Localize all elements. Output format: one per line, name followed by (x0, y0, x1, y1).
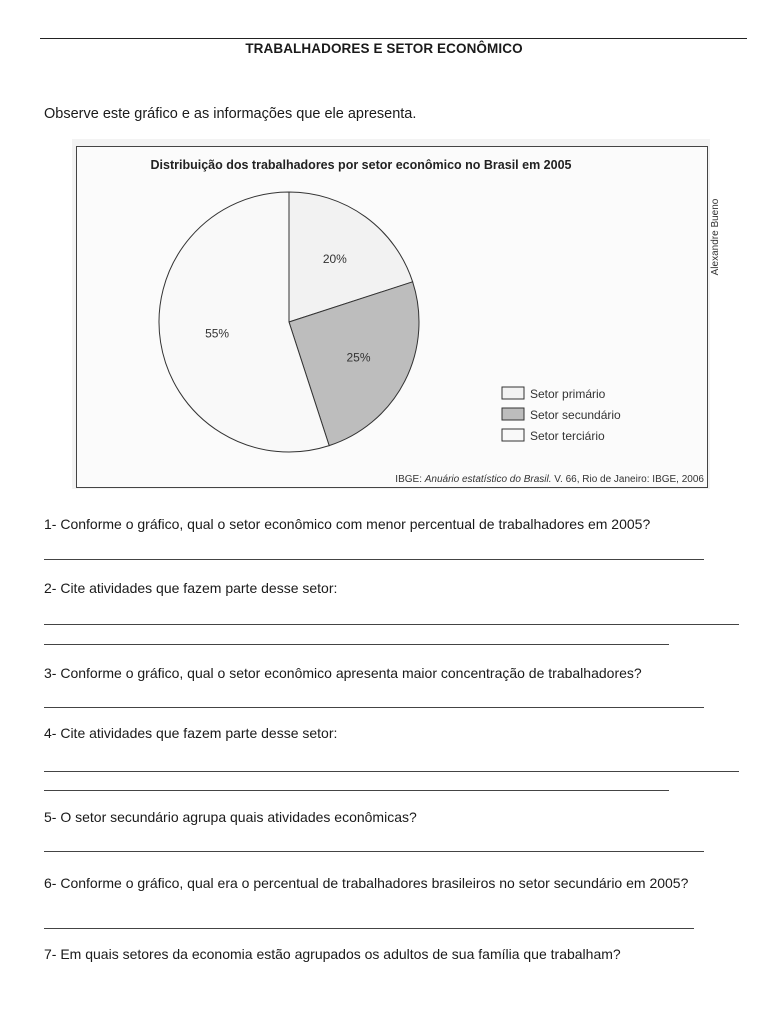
page-title: TRABALHADORES E SETOR ECONÔMICO (245, 41, 523, 56)
chart-source (395, 474, 704, 485)
chart-legend (502, 387, 621, 443)
answer-line[interactable] (44, 771, 739, 772)
intro-text: Observe este gráfico e as informações que ele apresenta. (44, 106, 417, 122)
slice-label-2: 25% (346, 350, 371, 365)
question-2: 2- Cite atividades que fazem parte desse setor: (44, 580, 338, 596)
answer-line[interactable] (44, 624, 739, 625)
legend-swatch-3 (502, 429, 524, 441)
question-4: 4- Cite atividades que fazem parte desse setor: (44, 725, 338, 741)
pie-chart-svg (72, 139, 721, 489)
top-rule (40, 38, 747, 39)
answer-line[interactable] (44, 559, 704, 560)
slice-label-3: 55% (205, 326, 230, 341)
chart-title: Distribuição dos trabalhadores por setor econômico no Brasil em 2005 (150, 158, 572, 172)
source-prefix: IBGE: (395, 474, 425, 485)
question-5: 5- O setor secundário agrupa quais atividades econômicas? (44, 809, 417, 825)
answer-line[interactable] (44, 790, 669, 791)
question-1: 1- Conforme o gráfico, qual o setor econômico com menor percentual de trabalhadores em 2005? (44, 516, 651, 532)
legend-label-1: Setor primário (530, 387, 606, 401)
source-rest: V. 66, Rio de Janeiro: IBGE, 2006 (551, 474, 704, 485)
legend-swatch-1 (502, 387, 524, 399)
pie-slices (159, 192, 419, 452)
question-3: 3- Conforme o gráfico, qual o setor econômico apresenta maior concentração de trabalhadores? (44, 665, 642, 681)
chart-credit: Alexandre Bueno (710, 198, 721, 276)
answer-line[interactable] (44, 928, 694, 929)
pie-chart (72, 139, 721, 489)
legend-label-3: Setor terciário (530, 429, 605, 443)
slice-label-1: 20% (322, 251, 347, 266)
answer-line[interactable] (44, 707, 704, 708)
answer-line[interactable] (44, 644, 669, 645)
question-6: 6- Conforme o gráfico, qual era o percentual de trabalhadores brasileiros no setor secundário em 2005? (44, 875, 689, 891)
question-7: 7- Em quais setores da economia estão agrupados os adultos de sua família que trabalham? (44, 946, 621, 962)
source-title: Anuário estatístico do Brasil. (424, 474, 552, 485)
answer-line[interactable] (44, 851, 704, 852)
legend-label-2: Setor secundário (530, 408, 621, 422)
legend-swatch-2 (502, 408, 524, 420)
